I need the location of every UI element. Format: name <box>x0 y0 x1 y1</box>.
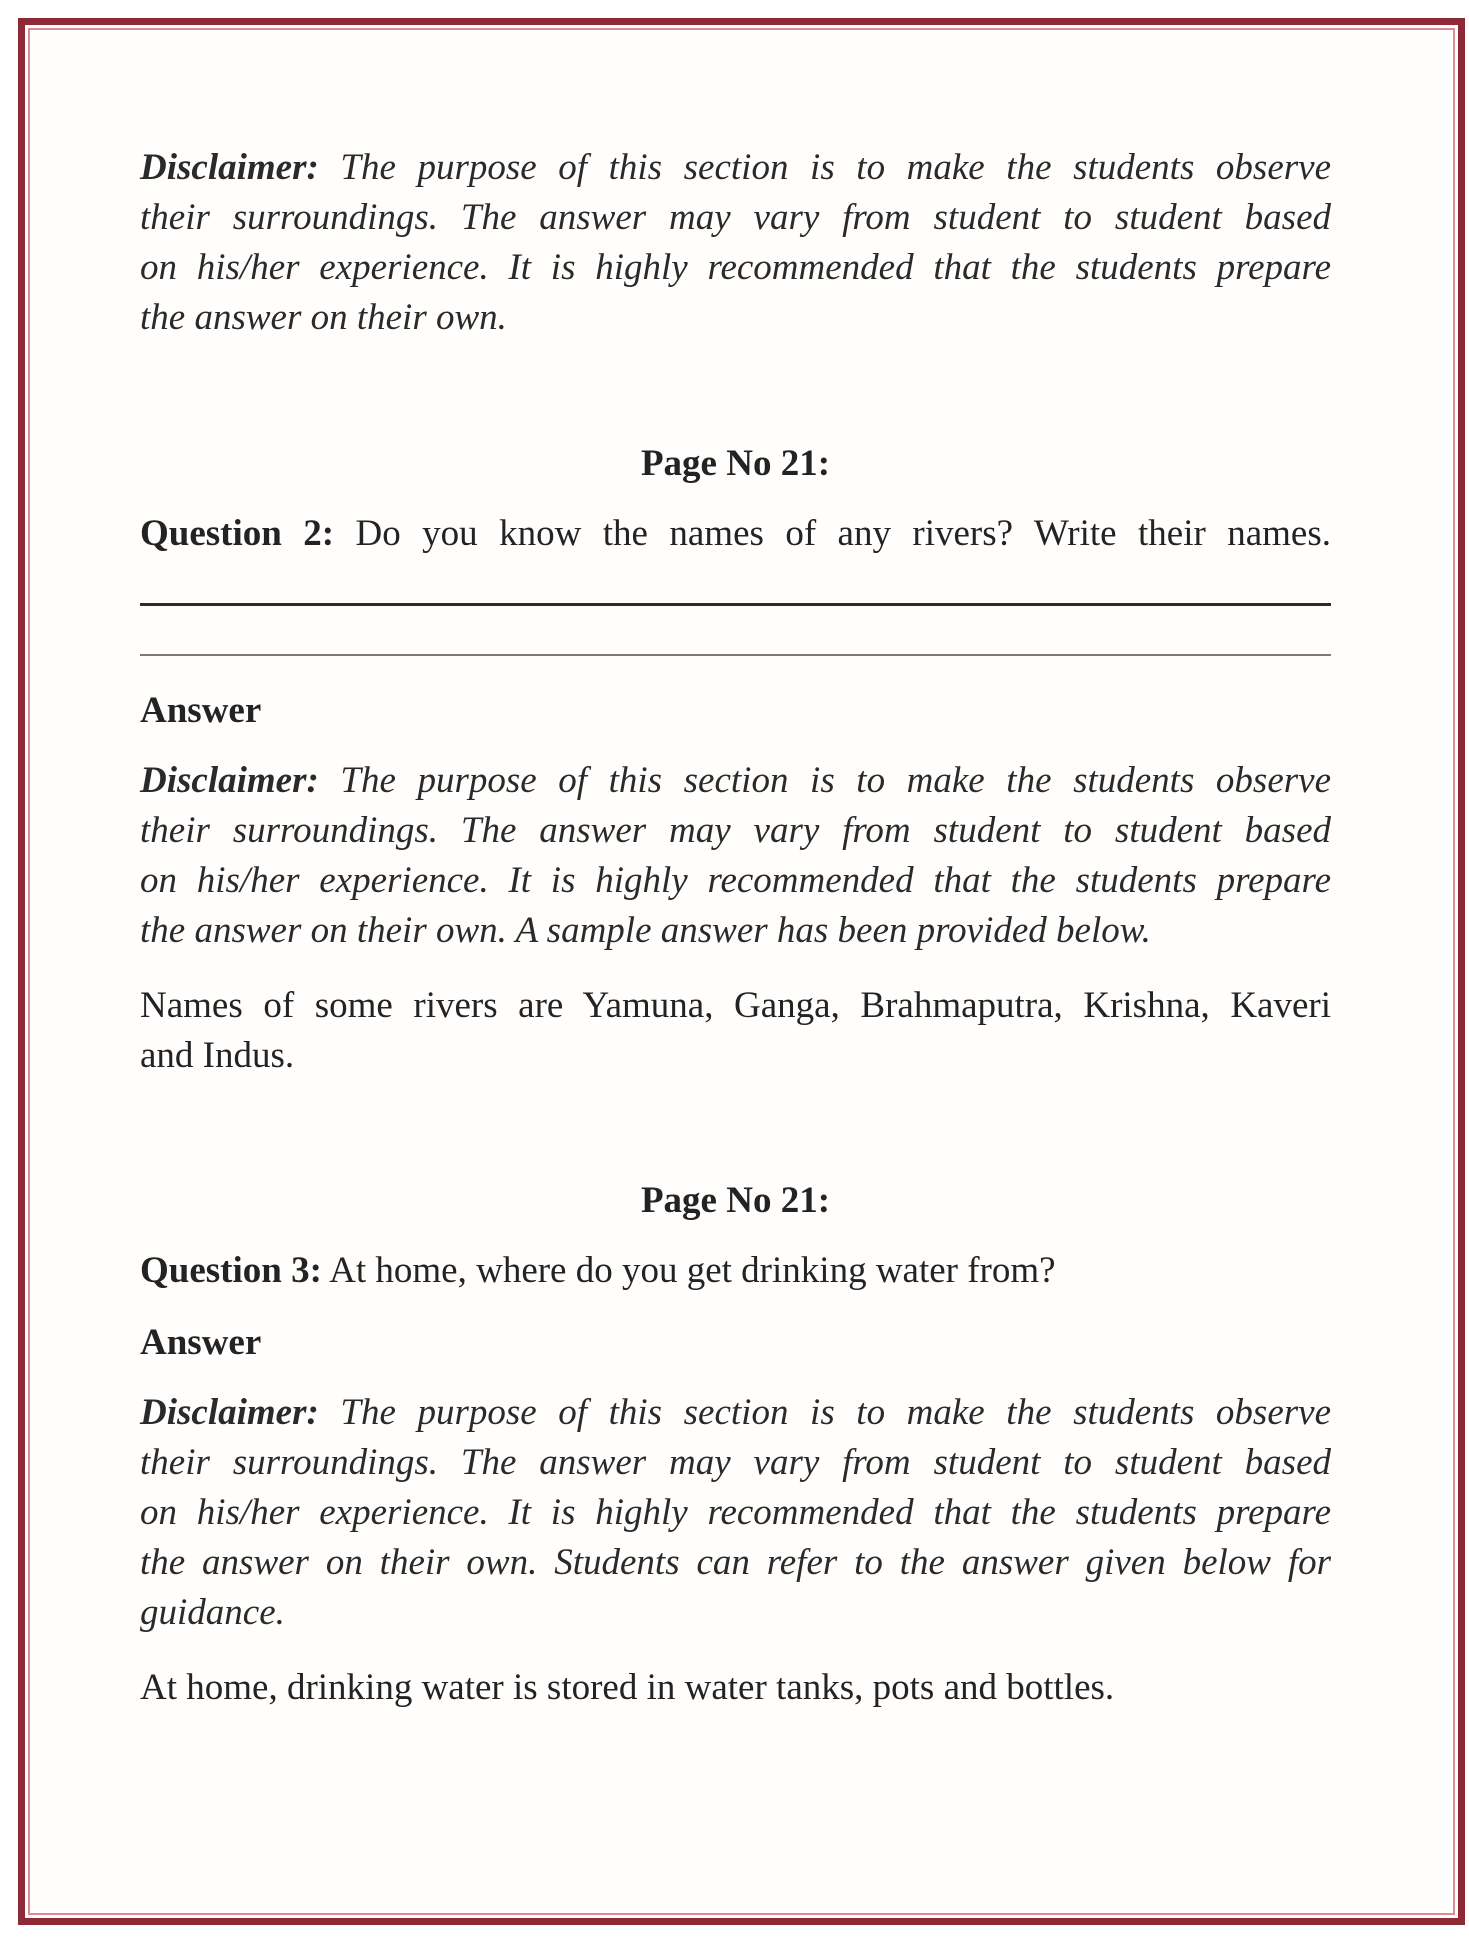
question-line <box>140 509 1331 559</box>
page-header: Page No 21: <box>640 1180 831 1221</box>
disclaimer-line: the answer on their own. Students can refer to the answer given below for <box>140 1542 1331 1583</box>
disclaimer-line: on his/her experience. It is highly recommended that the students prepare <box>140 1492 1331 1533</box>
disclaimer-line: guidance. <box>140 1592 285 1633</box>
answer-write-line <box>140 603 1331 606</box>
disclaimer-line: their surroundings. The answer may vary from student to student based <box>140 197 1331 238</box>
question-text: At home, where do you get drinking water from? <box>321 1250 1056 1291</box>
answer-text-line: At home, drinking water is stored in water tanks, pots and bottles. <box>140 1667 1115 1708</box>
answer-label: Answer <box>140 1322 262 1363</box>
disclaimer-line: their surroundings. The answer may vary from student to student based <box>140 810 1331 851</box>
question-label: Question 2: <box>140 513 335 554</box>
disclaimer-line: their surroundings. The answer may vary from student to student based <box>140 1442 1331 1483</box>
disclaimer-label: Disclaimer: <box>140 1392 319 1433</box>
disclaimer-label: Disclaimer: <box>140 760 319 801</box>
disclaimer-line: Disclaimer: The purpose of this section is to make the students observe <box>140 1392 1331 1433</box>
disclaimer-line: the answer on their own. A sample answer has been provided below. <box>140 910 1151 951</box>
answer-write-line <box>140 654 1331 656</box>
disclaimer-line: Disclaimer: The purpose of this section is to make the students observe <box>140 760 1331 801</box>
disclaimer-line: on his/her experience. It is highly recommended that the students prepare <box>140 247 1331 288</box>
question-label: Question 3: <box>140 1250 322 1291</box>
disclaimer-label: Disclaimer: <box>140 147 319 188</box>
question-line <box>140 1246 1331 1296</box>
disclaimer-line: the answer on their own. <box>140 297 507 338</box>
answer-text-line: and Indus. <box>140 1035 295 1076</box>
disclaimer-line: Disclaimer: The purpose of this section is to make the students observe <box>140 147 1331 188</box>
question-text: Do you know the names of any rivers? Write their names. <box>334 513 1331 554</box>
disclaimer-line: on his/her experience. It is highly recommended that the students prepare <box>140 860 1331 901</box>
answer-label: Answer <box>140 690 262 731</box>
answer-text-line: Names of some rivers are Yamuna, Ganga, Brahmaputra, Krishna, Kaveri <box>140 985 1331 1026</box>
page-header: Page No 21: <box>640 443 831 484</box>
